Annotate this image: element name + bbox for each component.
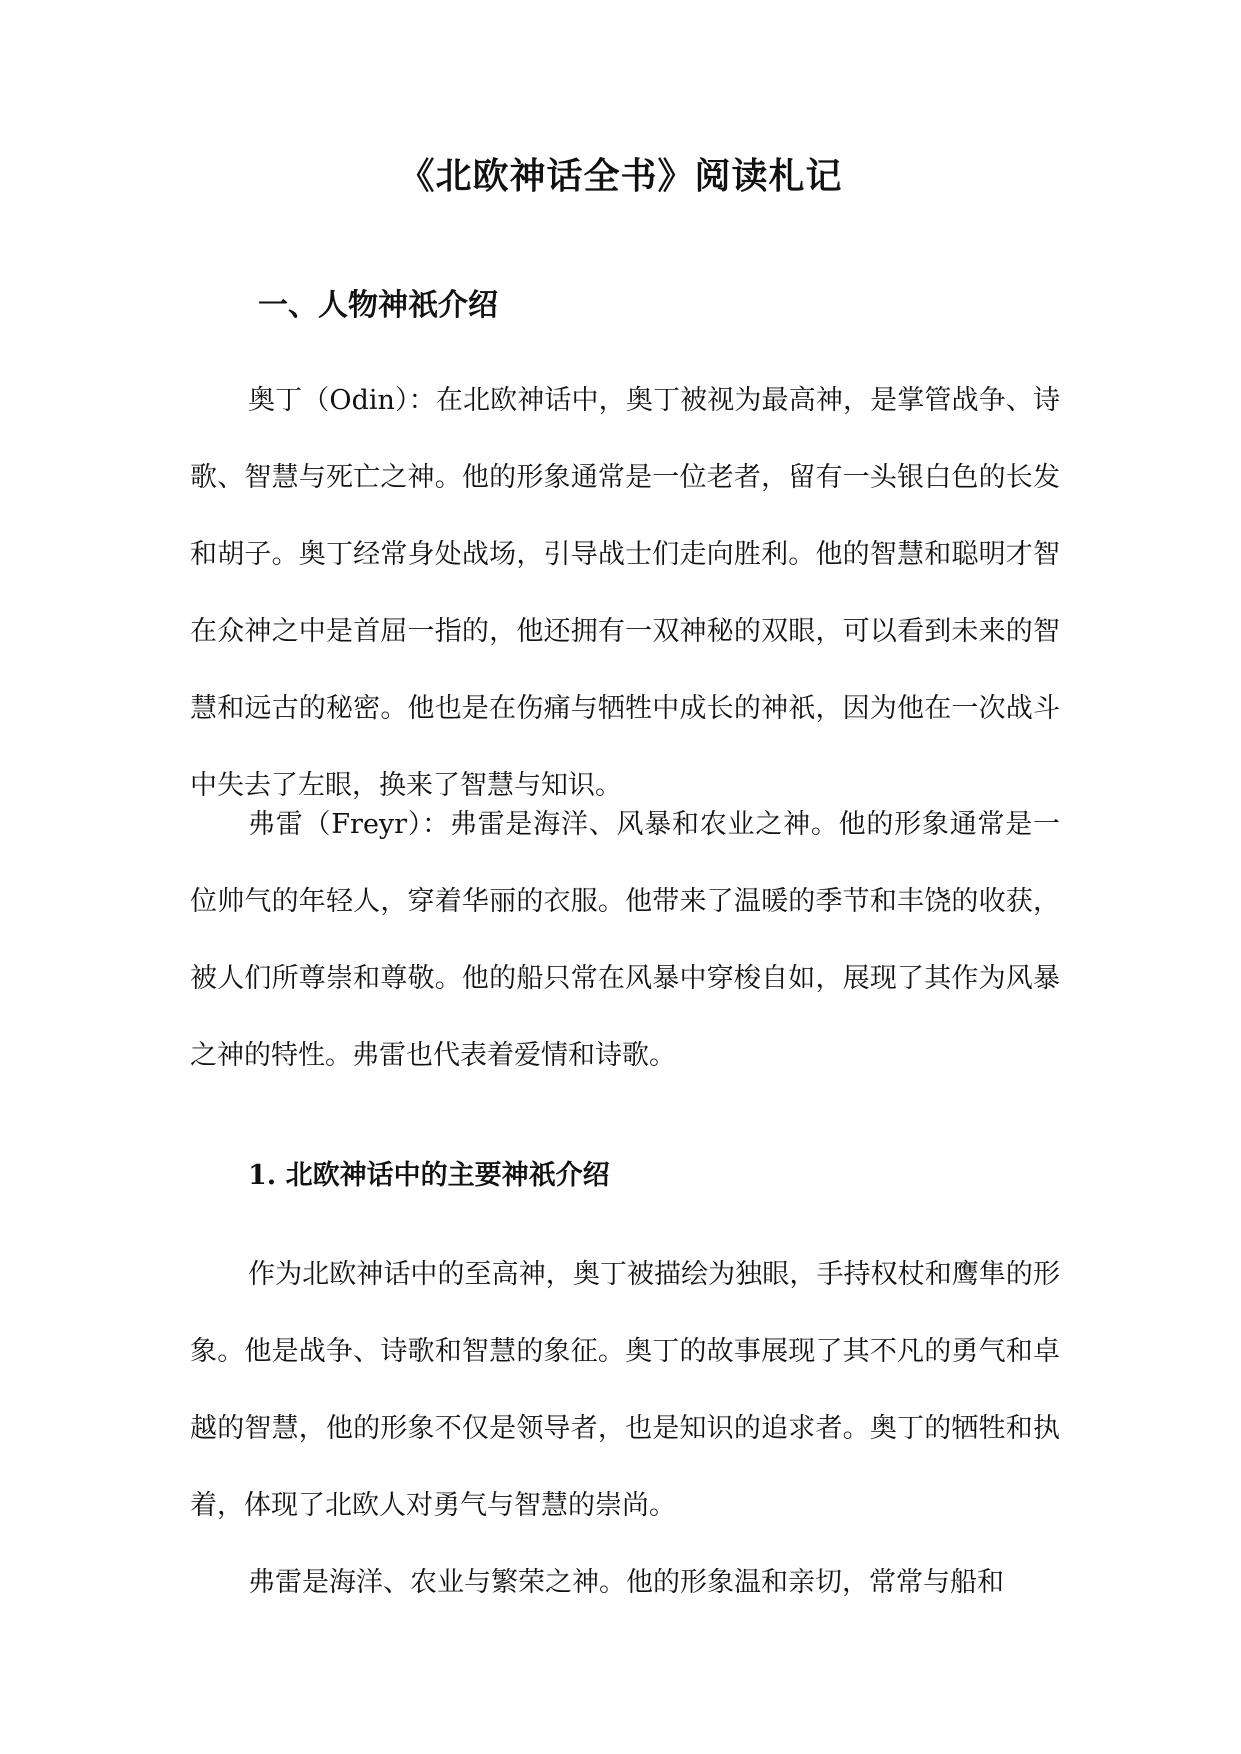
paragraph-freyr: 弗雷（Freyr）：弗雷是海洋、风暴和农业之神。他的形象通常是一位帅气的年轻人，穿着华丽的衣服。他带来了温暖的季节和丰饶的收获，被人们所尊崇和尊敬。他的船只常在风暴中穿梭自如，展现了其作为风暴之神的特性。弗雷也代表着爱情和诗歌。 — [190, 809, 1060, 1071]
document-title: 《北欧神话全书》阅读札记 — [398, 155, 843, 197]
section-heading-characters: 一、人物神祇介绍 — [258, 288, 498, 323]
paragraph-odin-summary: 作为北欧神话中的至高神，奥丁被描绘为独眼，手持权杖和鹰隼的形象。他是战争、诗歌和智慧的象征。奥丁的故事展现了其不凡的勇气和卓越的智慧，他的形象不仅是领导者，也是知识的追求者。奥丁的牺牲和执着，体现了北欧人对勇气与智慧的崇尚。 — [190, 1259, 1060, 1521]
subsection-heading-main-deities: 1. 北欧神话中的主要神祇介绍 — [248, 1160, 610, 1191]
paragraph-freyr-summary: 弗雷是海洋、农业与繁荣之神。他的形象温和亲切，常常与船和 — [248, 1567, 1004, 1598]
paragraph-odin: 奥丁（Odin）：在北欧神话中，奥丁被视为最高神，是掌管战争、诗歌、智慧与死亡之神。他的形象通常是一位老者，留有一头银白色的长发和胡子。奥丁经常身处战场，引导战士们走向胜利。他的智慧和聪明才智在众神之中是首屈一指的，他还拥有一双神秘的双眼，可以看到未来的智慧和远古的秘密。他也是在伤痛与牺牲中成长的神祇，因为他在一次战斗中失去了左眼，换来了智慧与知识。 — [190, 385, 1060, 801]
